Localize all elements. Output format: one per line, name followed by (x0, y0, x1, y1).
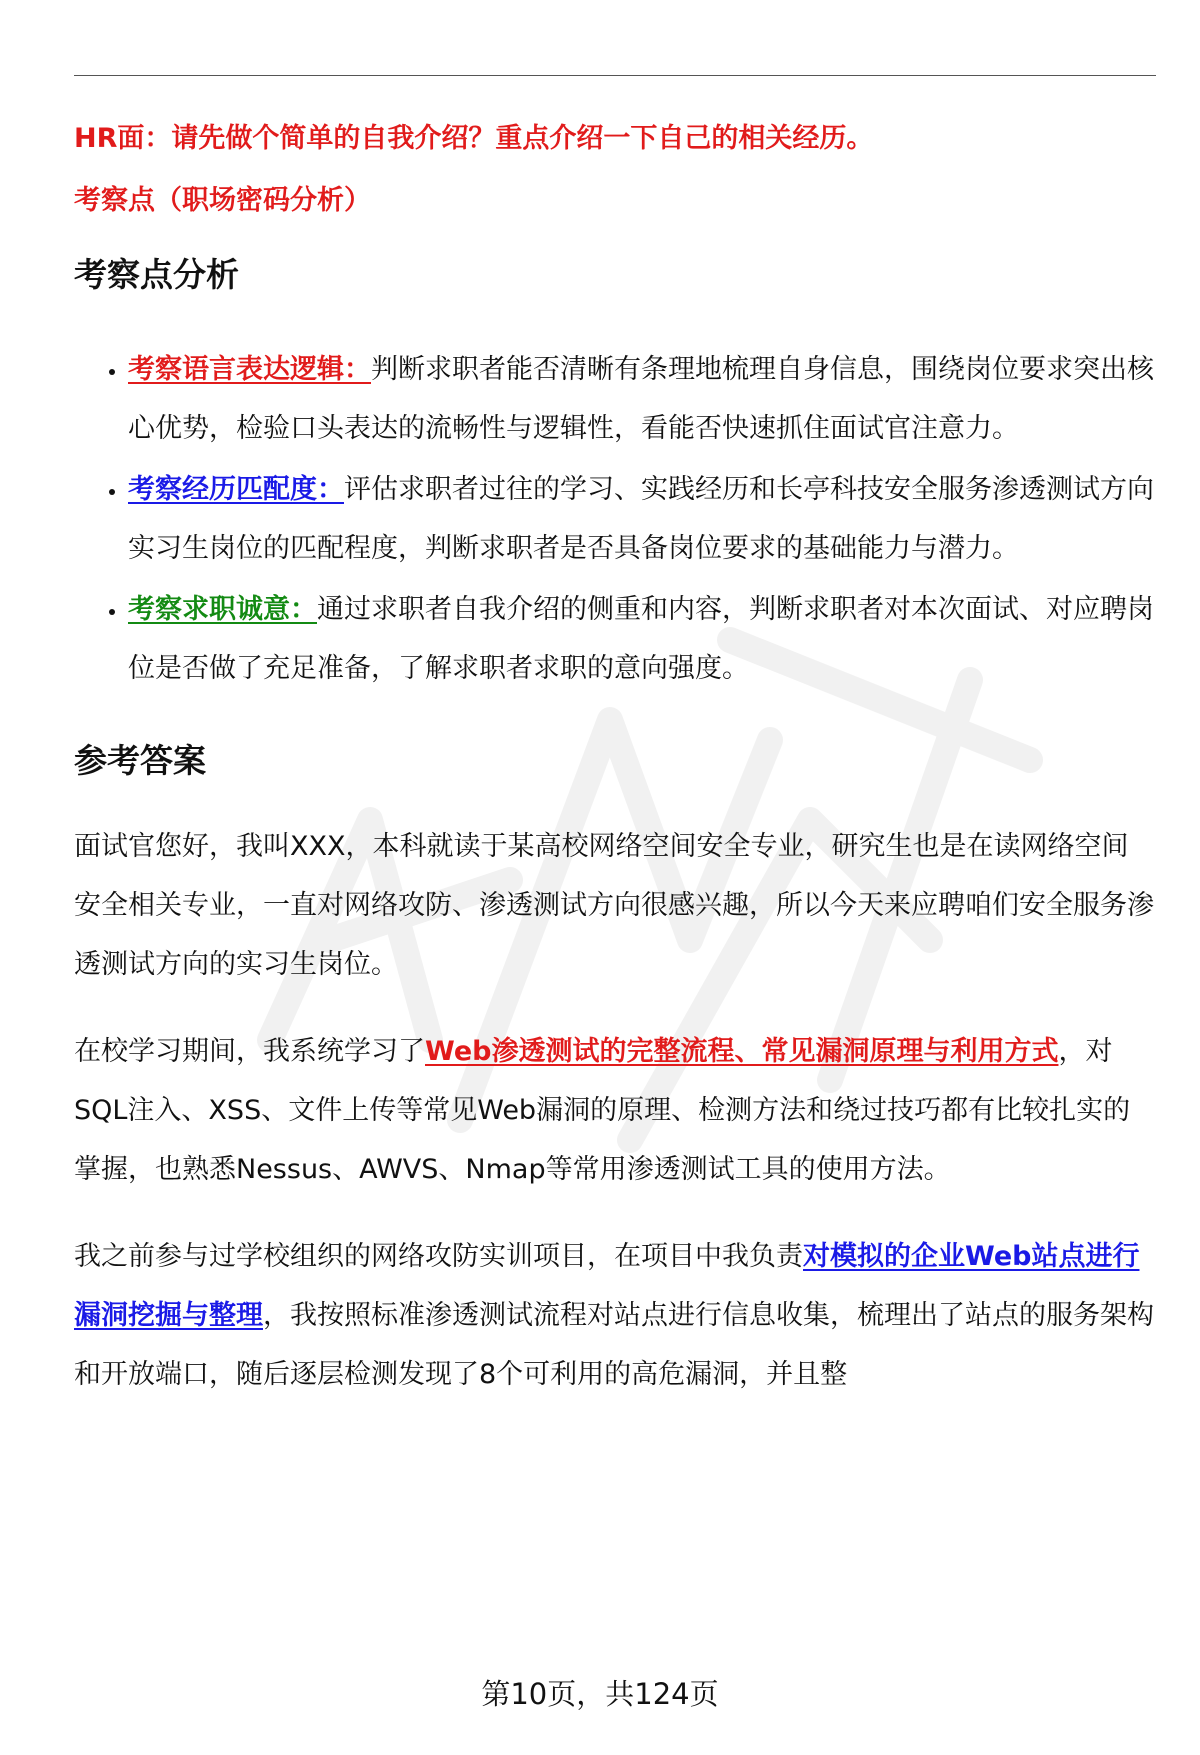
paragraph-text: ，对SQL注入、XSS、文件上传等常见Web漏洞的原理、检测方法和绕过技巧都有比较扎实的掌握，也熟悉Nessus、AWVS、Nmap等常用渗透测试工具的使用方法。 (74, 1036, 1131, 1186)
answer-paragraph-1: 面试官您好，我叫XXX，本科就读于某高校网络空间安全专业，研究生也是在读网络空间安全相关专业，一直对网络攻防、渗透测试方向很感兴趣，所以今天来应聘咱们安全服务渗透测试方向的实习生岗位。 (74, 831, 1154, 981)
page-number: 第10页，共124页 (481, 1677, 719, 1711)
header-rule (74, 75, 1156, 76)
paragraph-text: 在校学习期间，我系统学习了 (74, 1036, 425, 1068)
page-content (74, 110, 1154, 1432)
analysis-keyword: 考察经历匹配度： (128, 474, 344, 506)
analysis-item (128, 460, 1154, 578)
analysis-keyword: 考察语言表达逻辑： (128, 354, 371, 386)
paragraph-text: ，我按照标准渗透测试流程对站点进行信息收集，梳理出了站点的服务架构和开放端口，随后逐层检测发现了8个可利用的高危漏洞，并且整 (74, 1300, 1154, 1391)
analysis-keyword: 考察求职诚意： (128, 594, 317, 626)
highlight-text: Web渗透测试的完整流程、常见漏洞原理与利用方式 (425, 1036, 1059, 1068)
analysis-item (128, 580, 1154, 698)
answer-heading: 参考答案 (74, 741, 206, 781)
section-subtitle: 考察点（职场密码分析） (74, 184, 371, 216)
analysis-list (74, 340, 1154, 698)
analysis-heading: 考察点分析 (74, 254, 239, 294)
interview-question: HR面：请先做个简单的自我介绍？重点介绍一下自己的相关经历。 (74, 123, 874, 154)
answer-paragraph-2 (74, 1022, 1154, 1199)
analysis-text: 评估求职者过往的学习、实践经历和长亭科技安全服务渗透测试方向实习生岗位的匹配程度，判断求职者是否具备岗位要求的基础能力与潜力。 (128, 474, 1154, 565)
answer-paragraph-3 (74, 1227, 1154, 1404)
analysis-text: 判断求职者能否清晰有条理地梳理自身信息，围绕岗位要求突出核心优势，检验口头表达的流畅性与逻辑性，看能否快速抓住面试官注意力。 (128, 354, 1154, 445)
analysis-text: 通过求职者自我介绍的侧重和内容，判断求职者对本次面试、对应聘岗位是否做了充足准备，了解求职者求职的意向强度。 (128, 594, 1154, 685)
highlight-text: 对模拟的企业Web站点进行漏洞挖掘与整理 (74, 1241, 1140, 1332)
analysis-item (128, 340, 1154, 458)
paragraph-text: 我之前参与过学校组织的网络攻防实训项目，在项目中我负责 (74, 1241, 803, 1273)
